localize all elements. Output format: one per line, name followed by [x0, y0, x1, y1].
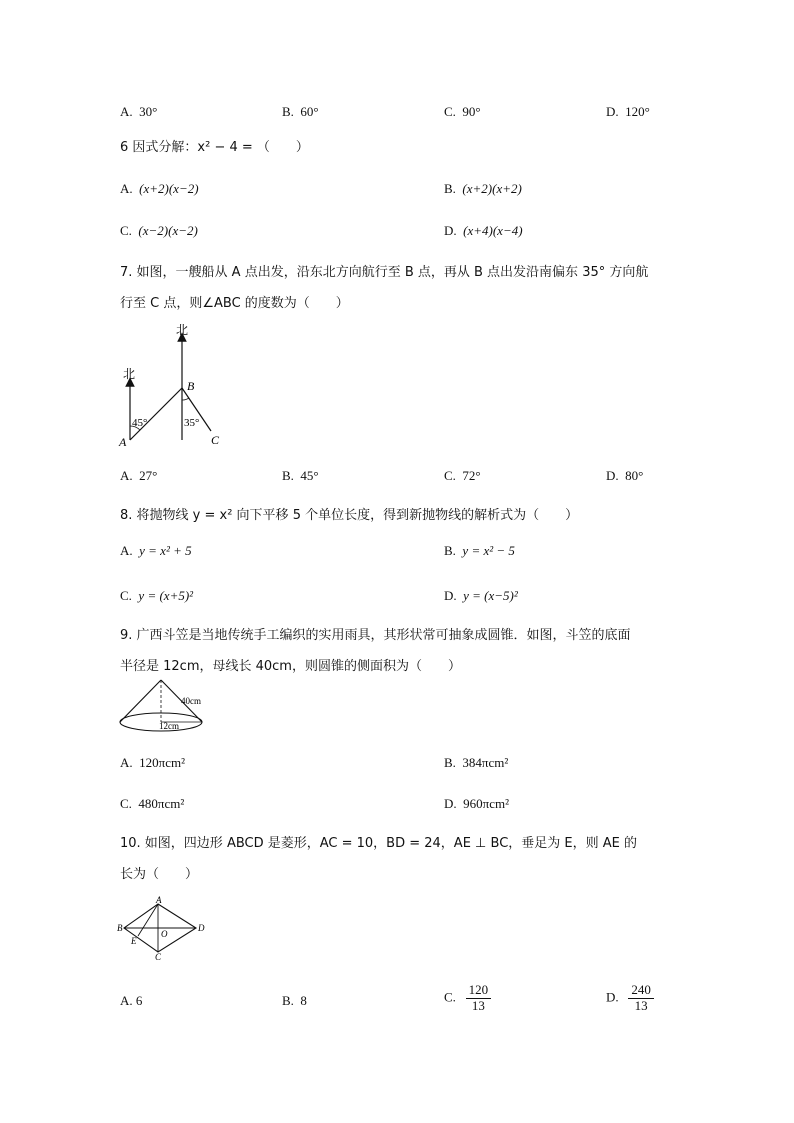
fraction-120-13: $\frac{120}{13}$: [466, 983, 492, 1014]
north-label-right: 北: [176, 323, 189, 337]
q10-stem-line1: 10. 如图，四边形 ABCD 是菱形，AC = 10，BD = 24，AE ⊥ BC，垂足为 E，则 AE 的: [120, 836, 637, 851]
q8-option-d: D. y = (x−5)²: [444, 588, 518, 603]
q6-option-d: D. (x+4)(x−4): [444, 223, 523, 238]
q7-option-c: C. 72°: [444, 468, 481, 483]
q5-option-d: D. 120°: [606, 104, 650, 119]
q7-option-a: A. 27°: [120, 468, 158, 483]
q10-option-d: D. $\frac{240}{13}$: [606, 983, 654, 1014]
q6-option-c: C. (x−2)(x−2): [120, 223, 198, 238]
q7-option-b: B. 45°: [282, 468, 319, 483]
q9-option-b: B. 384πcm²: [444, 755, 509, 770]
q6-option-a: A. (x+2)(x−2): [120, 181, 199, 196]
label-a: A: [119, 435, 127, 449]
label-c: C: [155, 952, 162, 962]
q10-option-b: B. 8: [282, 993, 307, 1008]
q10-option-c: C. $\frac{120}{13}$: [444, 983, 491, 1014]
segment-ae: [138, 904, 158, 936]
label-d: D: [198, 923, 205, 933]
q9-cone-figure: [115, 674, 225, 736]
segment-ab: [130, 388, 182, 440]
q9-option-d: D. 960πcm²: [444, 796, 509, 811]
q9-option-c: C. 480πcm²: [120, 796, 185, 811]
q6-stem: 6 因式分解：x² − 4 = （ ）: [120, 140, 309, 155]
label-c: C: [211, 433, 220, 447]
angle-label-45: 45°: [132, 417, 148, 429]
q7-bearing-figure: [115, 322, 235, 450]
label-a: A: [156, 895, 162, 905]
q9-stem-line1: 9. 广西斗笠是当地传统手工编织的实用雨具，其形状常可抽象成圆锥．如图，斗笠的底面: [120, 628, 631, 643]
angle-label-35: 35°: [184, 417, 200, 429]
q7-stem-line2: 行至 C 点，则∠ABC 的度数为（ ）: [120, 296, 349, 311]
q5-option-c: C. 90°: [444, 104, 481, 119]
label-b: B: [187, 379, 195, 393]
fraction-240-13: $\frac{240}{13}$: [628, 983, 654, 1014]
q5-option-a: A. 30°: [120, 104, 158, 119]
q8-stem: 8. 将抛物线 y = x² 向下平移 5 个单位长度，得到新抛物线的解析式为（ ）: [120, 508, 579, 523]
q10-rhombus-figure: [112, 894, 212, 962]
q8-option-c: C. y = (x+5)²: [120, 588, 194, 603]
angle-arc-35: [182, 398, 189, 400]
q8-option-a: A. y = x² + 5: [120, 543, 192, 558]
label-e: E: [131, 936, 137, 946]
label-b: B: [117, 923, 123, 933]
q10-option-a: A. 6: [120, 993, 143, 1008]
cone-left-slant: [120, 680, 161, 722]
q7-option-d: D. 80°: [606, 468, 644, 483]
radius-label: 12cm: [159, 721, 179, 731]
q9-option-a: A. 120πcm²: [120, 755, 185, 770]
q5-option-b: B. 60°: [282, 104, 319, 119]
q10-stem-line2: 长为（ ）: [120, 867, 199, 882]
q7-stem-line1: 7. 如图，一艘船从 A 点出发，沿东北方向航行至 B 点，再从 B 点出发沿南偏东 35° 方向航: [120, 265, 649, 280]
q8-option-b: B. y = x² − 5: [444, 543, 515, 558]
slant-label: 40cm: [181, 696, 201, 706]
q6-option-b: B. (x+2)(x+2): [444, 181, 522, 196]
north-label-left: 北: [123, 367, 136, 381]
q9-stem-line2: 半径是 12cm，母线长 40cm，则圆锥的侧面积为（ ）: [120, 659, 461, 674]
label-o: O: [161, 929, 168, 939]
